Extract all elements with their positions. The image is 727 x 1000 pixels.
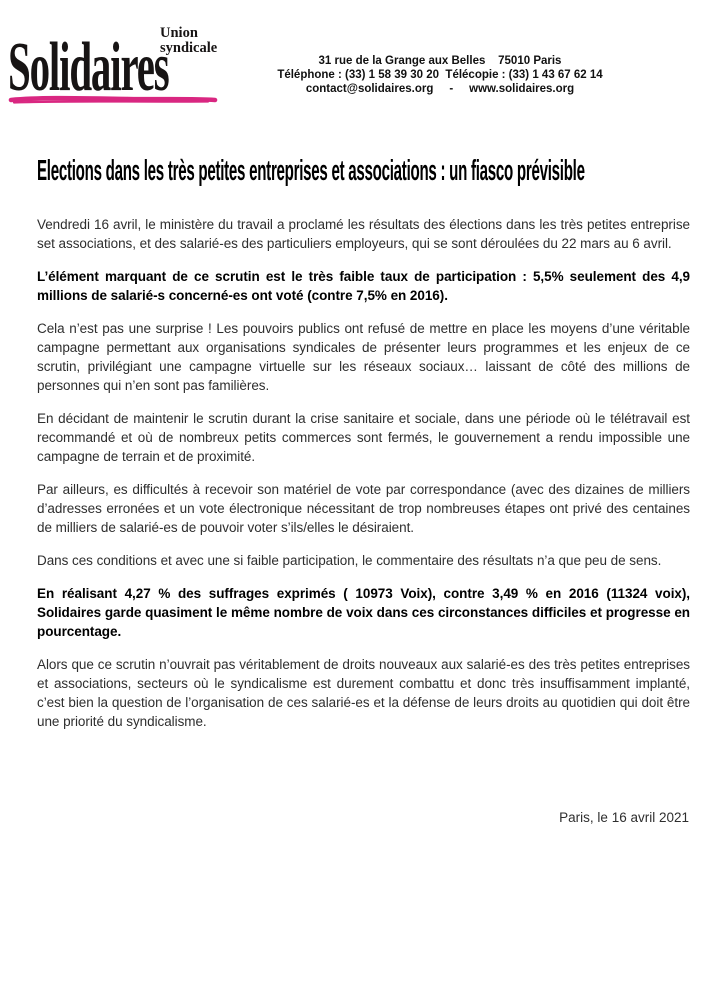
body-paragraphs <box>37 215 690 745</box>
body-paragraph: Dans ces conditions et avec une si faible participation, le commentaire des résultats n’a que peu de sens. <box>37 553 662 568</box>
body-paragraph: En réalisant 4,27 % des suffrages exprimés ( 10973 Voix), contre 3,49 % en 2016 (11324 voix), Solidaires garde quasiment le même nombre de voix dans ces circonstances difficiles et progresse en pourcentage. <box>37 586 690 639</box>
body-paragraph: Cela n’est pas une surprise ! Les pouvoirs publics ont refusé de mettre en place les moyens d’une véritable campagne permettant aux organisations syndicales de présenter leurs programmes et les enjeux de ce scrutin, privilégiant une campagne virtuelle sur les réseaux sociaux… laissant de côté des millions de personnes qui n’en sont pas familières. <box>37 321 690 393</box>
document-title: Elections dans les très petites entreprises et associations : un fiasco prévisible <box>37 155 585 187</box>
contact-block <box>235 54 645 96</box>
body-paragraph: L’élément marquant de ce scrutin est le très faible taux de participation : 5,5% seulement des 4,9 millions de salarié-s concerné-es ont voté (contre 7,5% en 2016). <box>37 269 690 303</box>
email-website-line: contact@solidaires.org - www.solidaires.org <box>305 83 575 95</box>
logo-union-line2: syndicale <box>160 40 218 56</box>
body-paragraph: Alors que ce scrutin n’ouvrait pas véritablement de droits nouveaux aux salarié-es des très petites entreprises et associations, secteurs où le syndicalisme est durement combattu et donc très insuffisamment implanté, c’est bien la question de l’organisation de ces salarié-es et la défense de leurs droits au quotidien qui doit être une priorité du syndicalisme. <box>37 657 690 729</box>
address-line: 31 rue de la Grange aux Belles 75010 Paris <box>318 55 562 67</box>
logo-underline-brush-icon <box>8 94 218 106</box>
body-paragraph: Par ailleurs, es difficultés à recevoir son matériel de vote par correspondance (avec des dizaines de milliers d’adresses erronées et un vote électronique nécessitant de trop nombreuses étapes ont privé des centaines de milliers de salarié-es de pouvoir voter s’ils/elles le désiraient. <box>37 482 690 535</box>
dateline: Paris, le 16 avril 2021 <box>559 810 689 825</box>
phone-fax-line: Téléphone : (33) 1 58 39 30 20 Télécopie : (33) 1 43 67 62 14 <box>277 69 603 81</box>
logo-wordmark: Solidaires <box>8 29 169 106</box>
body-paragraph: En décidant de maintenir le scrutin durant la crise sanitaire et sociale, dans une période où le télétravail est recommandé et où de nombreux petits commerces sont fermés, le gouvernement a rendu impossible une campagne de terrain et de proximité. <box>37 411 690 464</box>
logo-union-line1: Union <box>160 25 198 41</box>
logo-union-syndicale <box>160 26 217 56</box>
solidaires-logo <box>8 18 223 108</box>
body-paragraph: Vendredi 16 avril, le ministère du travail a proclamé les résultats des élections dans les très petites entreprise set associations, et des salarié-es des particuliers employeurs, qui se sont déroulées du 22 mars au 6 avril. <box>37 217 690 251</box>
